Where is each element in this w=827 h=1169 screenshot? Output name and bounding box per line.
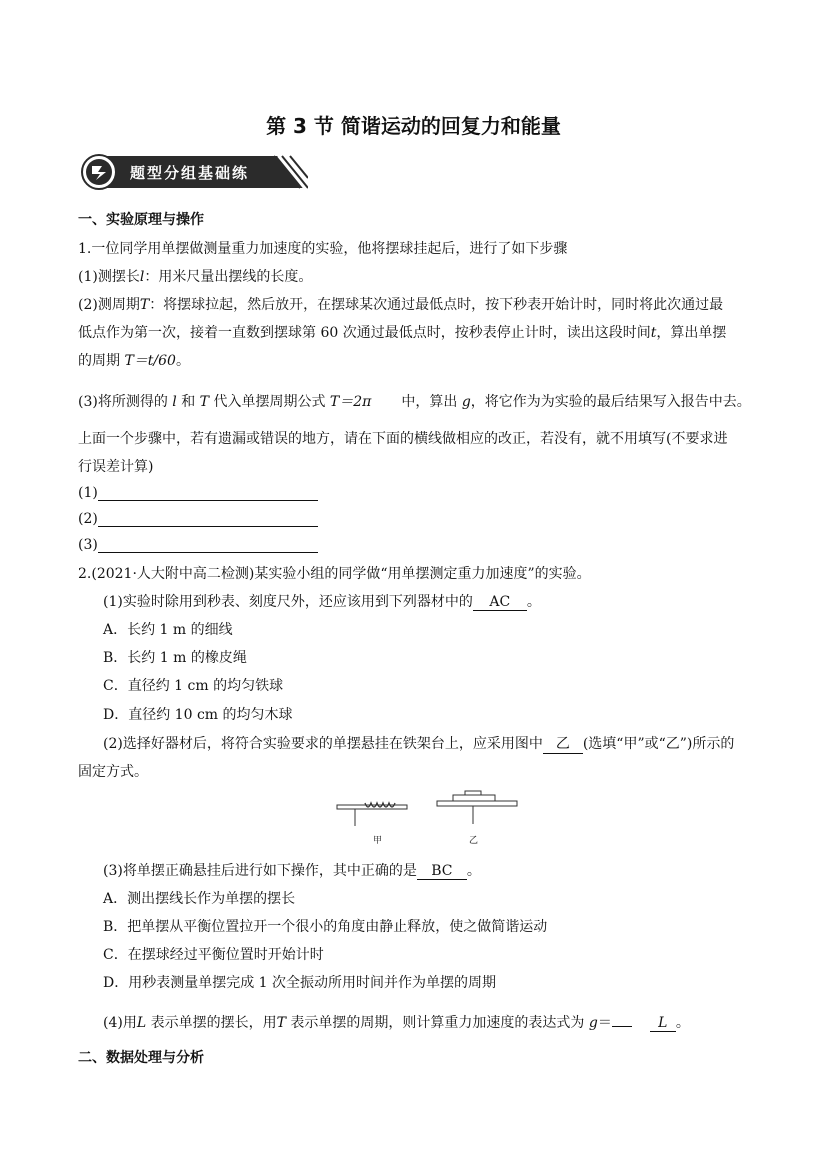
section-heading-2: 二、数据处理与分析 <box>78 1050 204 1066</box>
q2-part4: (4)用L 表示单摆的摆长，用T 表示单摆的周期，则计算重力加速度的表达式为 g＝ L 。 <box>103 1015 690 1031</box>
q2-option-a: A．长约 1 m 的细线 <box>103 622 233 638</box>
q1-step2: (2)测周期T：将摆球拉起，然后放开，在摆球某次通过最低点时，按下秒表开始计时，同时将此次通过最 <box>78 297 724 313</box>
banner-label: 题型分组基础练 <box>130 164 250 182</box>
pendulum-figure <box>335 790 520 848</box>
q2-p3-option-a: A．测出摆线长作为单摆的摆长 <box>103 891 296 907</box>
q2-part2: (2)选择好器材后，将符合实验要求的单摆悬挂在铁架台上，应采用图中 乙 (选填“甲”或“乙”)所示的 <box>103 733 734 754</box>
q1-instruction-line2: 行误差计算) <box>78 459 154 475</box>
answer-blank-2[interactable] <box>98 510 318 527</box>
q1-step2-line2: 低点作为第一次，接着一直数到摆球第 60 次通过最低点时，按秒表停止计时，读出这段时间t，算出单摆 <box>78 325 727 341</box>
q2-part4-answer: L <box>650 1015 676 1032</box>
q1-instruction: 上面一个步骤中，若有遗漏或错误的地方，请在下面的横线做相应的改正，若没有，就不用填写(不要求进 <box>78 431 728 447</box>
q2-intro: 2.(2021·人大附中高二检测)某实验小组的同学做“用单摆测定重力加速度”的实验。 <box>78 566 591 582</box>
answer-line-1: (1) <box>78 484 318 501</box>
q2-part2-line2: 固定方式。 <box>78 764 148 780</box>
page-title: 第 3 节 简谐运动的回复力和能量 <box>266 114 561 138</box>
figure-yi <box>437 791 517 824</box>
section-heading-1: 一、实验原理与操作 <box>78 212 204 228</box>
q2-part3: (3)将单摆正确悬挂后进行如下操作，其中正确的是 BC 。 <box>103 863 481 879</box>
q2-part2-answer: 乙 <box>543 733 583 754</box>
q1-step3: (3)将所测得的 l 和 T 代入单摆周期公式 T＝2π 中，算出 g，将它作为为实验的最后结果写入报告中去。 <box>78 394 751 410</box>
section-banner <box>78 152 308 192</box>
answer-line-3: (3) <box>78 536 318 553</box>
answer-line-2: (2) <box>78 510 318 527</box>
q2-option-d: D．直径约 10 cm 的均匀木球 <box>103 707 293 723</box>
figure-label-jia: 甲 <box>373 836 383 846</box>
q2-part3-answer: BC <box>417 863 467 880</box>
q2-p3-option-b: B．把单摆从平衡位置拉开一个很小的角度由静止释放，使之做简谐运动 <box>103 919 548 935</box>
answer-blank-1[interactable] <box>98 484 318 501</box>
answer-blank-3[interactable] <box>98 536 318 553</box>
figure-label-yi: 乙 <box>469 836 479 846</box>
q1-step2-line3: 的周期 T＝t/60。 <box>78 353 190 369</box>
q2-p3-option-c: C．在摆球经过平衡位置时开始计时 <box>103 947 324 963</box>
q1-step1: (1)测摆长l：用米尺量出摆线的长度。 <box>78 269 313 285</box>
q2-option-c: C．直径约 1 cm 的均匀铁球 <box>103 678 284 694</box>
figure-jia <box>337 803 407 826</box>
q2-part1-answer: AC <box>473 594 527 611</box>
q2-p3-option-d: D．用秒表测量单摆完成 1 次全振动所用时间并作为单摆的周期 <box>103 975 497 991</box>
q1-intro: 1.一位同学用单摆做测量重力加速度的实验，他将摆球挂起后，进行了如下步骤 <box>78 241 568 257</box>
q2-option-b: B．长约 1 m 的橡皮绳 <box>103 650 247 666</box>
q2-part1: (1)实验时除用到秒表、刻度尺外，还应该用到下列器材中的 AC 。 <box>103 594 541 610</box>
